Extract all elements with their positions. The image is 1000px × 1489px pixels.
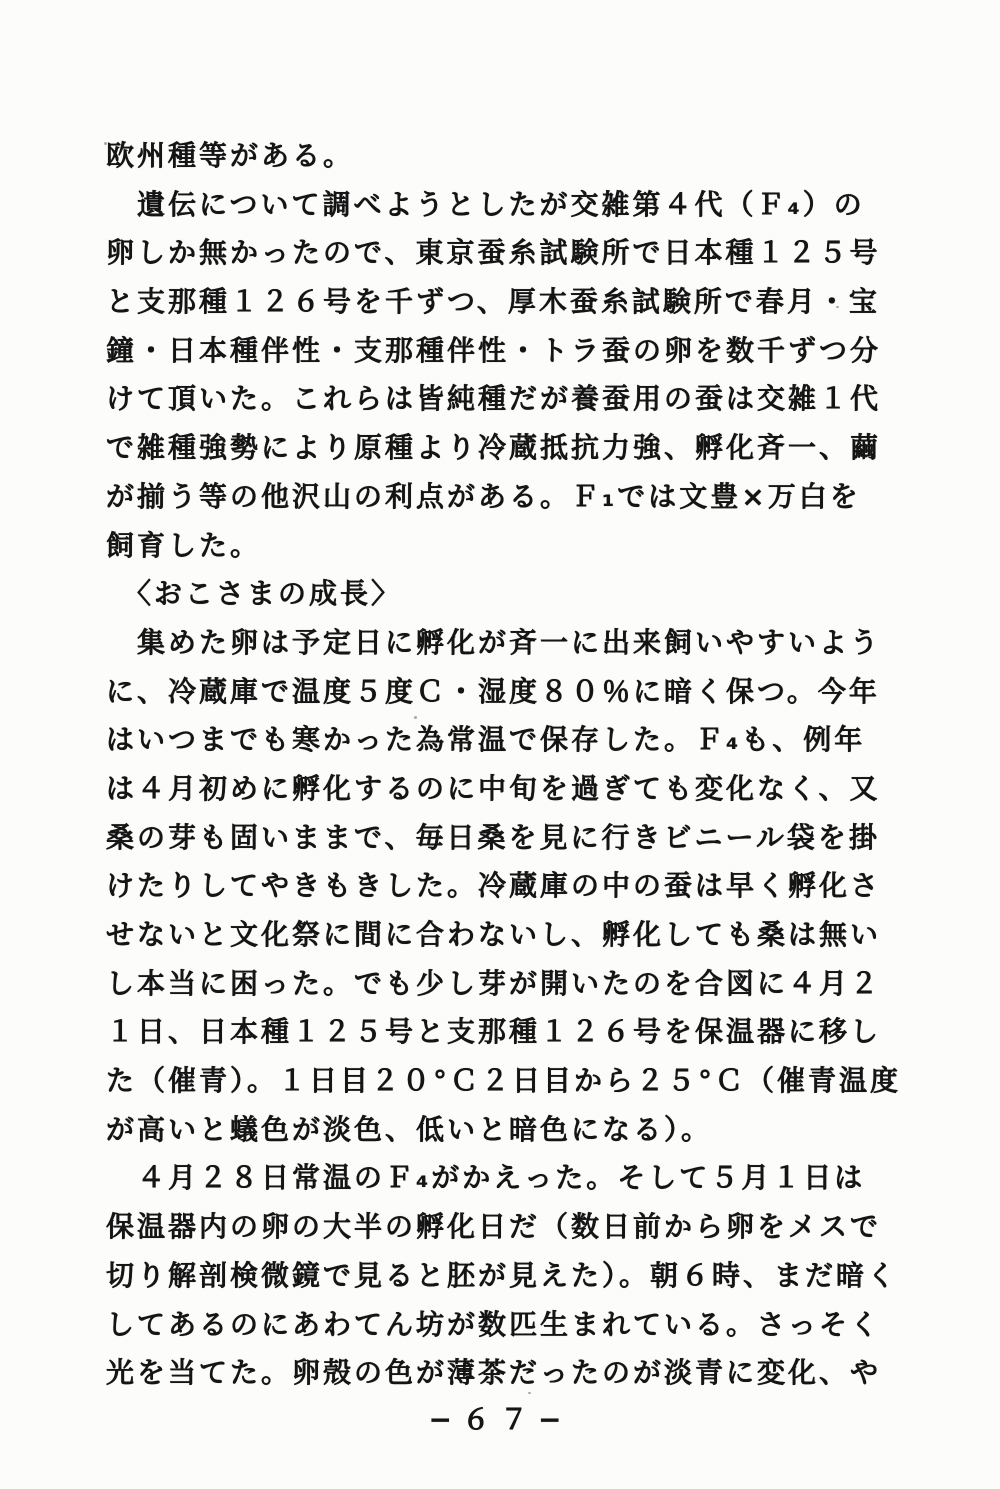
text-line: 卵しか無かったので、東京蚕糸試験所で日本種１２５号 xyxy=(106,236,881,270)
page-number: −６７− xyxy=(428,1403,572,1436)
text-line: 遺伝について調べようとしたが交雑第４代（Ｆ₄）の xyxy=(106,187,865,221)
text-line: に、冷蔵庫で温度５度Ｃ・湿度８０％に暗く保つ。今年 xyxy=(106,674,880,708)
text-line: は４月初めに孵化するのに中旬を過ぎても変化なく、又 xyxy=(106,771,881,805)
text-line: た（催青）。１日目２０°Ｃ２日目から２５°Ｃ（催青温度 xyxy=(106,1064,902,1098)
text-line: と支那種１２６号を千ずつ、厚木蚕糸試験所で春月・宝 xyxy=(106,285,880,319)
text-line: 鐘・日本種伴性・支那種伴性・トラ蚕の卵を数千ずつ分 xyxy=(106,333,882,367)
text-line: し本当に困った。でも少し芽が開いたのを合図に４月２ xyxy=(106,966,882,1000)
text-line: 桑の芽も固いままで、毎日桑を見に行きビニール袋を掛 xyxy=(106,820,880,854)
text-line: 光を当てた。卵殻の色が薄茶だったのが淡青に変化、や xyxy=(106,1356,882,1390)
text-line: が高いと蟻色が淡色、低いと暗色になる）。 xyxy=(106,1112,713,1146)
text-line: ４月２８日常温のＦ₄がかえった。そして５月１日は xyxy=(106,1161,866,1195)
text-line: が揃う等の他沢山の利点がある。Ｆ₁では文豊×万白を xyxy=(106,479,861,513)
text-line: けて頂いた。これらは皆純種だが養蚕用の蚕は交雑１代 xyxy=(106,382,882,416)
section-heading: 〈おこさまの成長〉 xyxy=(106,577,403,611)
text-line: 飼育した。 xyxy=(106,528,262,562)
text-line: 欧州種等がある。 xyxy=(106,139,355,172)
text-line: １日、日本種１２５号と支那種１２６号を保温器に移し xyxy=(106,1015,882,1049)
text-line: はいつまでも寒かった為常温で保存した。Ｆ₄も、例年 xyxy=(106,723,866,757)
text-line: けたりしてやきもきした。冷蔵庫の中の蚕は早く孵化さ xyxy=(106,869,882,903)
text-block xyxy=(106,132,946,1398)
text-line: 切り解剖検微鏡で見ると胚が見えた）。朝６時、まだ暗く xyxy=(106,1258,899,1292)
text-line: せないと文化祭に間に合わないし、孵化しても桑は無い xyxy=(106,918,882,951)
text-line: 集めた卵は予定日に孵化が斉一に出来飼いやすいよう xyxy=(106,625,882,659)
text-line: で雑種強勢により原種より冷蔵抵抗力強、孵化斉一、繭 xyxy=(106,431,882,465)
text-line: してあるのにあわてん坊が数匹生まれている。さっそく xyxy=(106,1307,882,1341)
text-line: 保温器内の卵の大半の孵化日だ（数日前から卵をメスで xyxy=(106,1210,882,1244)
